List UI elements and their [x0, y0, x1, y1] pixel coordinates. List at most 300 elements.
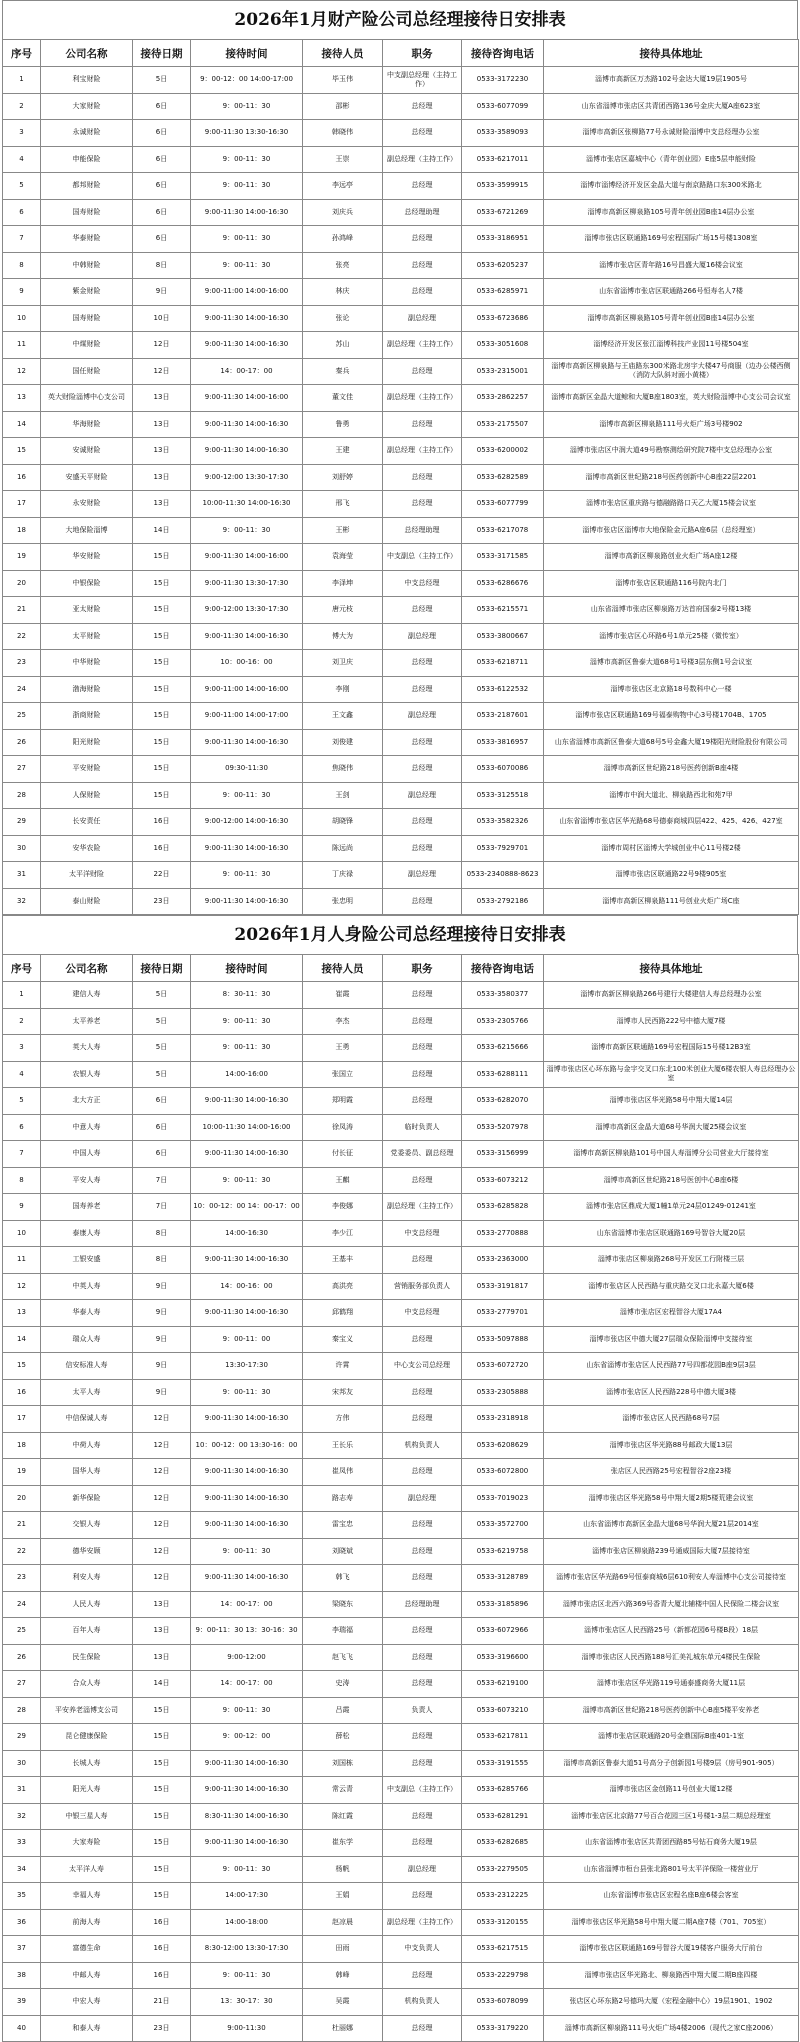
cell-time: 9:00-11:30 14:00-16:30 — [191, 835, 303, 862]
cell-time: 9：00-11：30 — [191, 1167, 303, 1194]
cell-phone: 0533-3185896 — [462, 1591, 544, 1618]
cell-company: 建信人寿 — [41, 982, 133, 1009]
cell-staff: 刘舒婷 — [303, 464, 383, 491]
cell-index: 27 — [3, 1671, 41, 1698]
cell-phone: 0533-6215666 — [462, 1035, 544, 1062]
cell-phone: 0533-3589093 — [462, 120, 544, 147]
cell-date: 16日 — [133, 1962, 191, 1989]
cell-phone: 0533-3172230 — [462, 67, 544, 94]
cell-phone: 0533-6072966 — [462, 1618, 544, 1645]
cell-address: 淄博市高新区鲁泰大道68号1号楼3层东侧1号会议室 — [544, 650, 799, 677]
cell-date: 9日 — [133, 1273, 191, 1300]
cell-phone: 0533-6217078 — [462, 517, 544, 544]
cell-staff: 许霄 — [303, 1353, 383, 1380]
cell-time: 9：00-12：00 14:00-17:00 — [191, 67, 303, 94]
cell-company: 中意人寿 — [41, 1114, 133, 1141]
property-insurance-table — [2, 39, 799, 915]
table-row — [3, 1061, 799, 1088]
cell-address: 淄博市高新区柳泉路105号青年创业园B座14层办公室 — [544, 305, 799, 332]
cell-address: 淄博市高新区张柳路77号永诚财险淄博中支总经理办公室 — [544, 120, 799, 147]
cell-address: 淄博市张店区中润大道49号勘察测绘研究院7楼中支总经理办公室 — [544, 438, 799, 465]
cell-position: 副总经理 — [383, 1485, 462, 1512]
cell-staff: 郑明霞 — [303, 1088, 383, 1115]
cell-staff: 王崇 — [303, 146, 383, 173]
cell-address: 山东省淄博市张店区柳泉路万达首府国泰2号楼13楼 — [544, 597, 799, 624]
table-row — [3, 1247, 799, 1274]
table-row — [3, 570, 799, 597]
cell-company: 瑞众人寿 — [41, 1326, 133, 1353]
cell-address: 淄博市高新区世纪路218号医药创新B座4楼 — [544, 756, 799, 783]
cell-date: 15日 — [133, 1697, 191, 1724]
cell-time: 9:00-11:30 14:00-16:30 — [191, 1565, 303, 1592]
cell-company: 中宏人寿 — [41, 1989, 133, 2016]
cell-company: 中煤财险 — [41, 332, 133, 359]
cell-time: 9:00-11:30 14:00-16:30 — [191, 1300, 303, 1327]
cell-index: 2 — [3, 93, 41, 120]
cell-position: 总经理 — [383, 1459, 462, 1486]
cell-position: 中支总经理 — [383, 1220, 462, 1247]
cell-address: 淄博市张店区人民西路228号中德大厦3楼 — [544, 1379, 799, 1406]
cell-staff: 薛松 — [303, 1724, 383, 1751]
cell-address: 淄博市张店区重庆路与德融路路口天乙大厦15楼会议室 — [544, 491, 799, 518]
table-row — [3, 1141, 799, 1168]
cell-time: 14：00-17：00 — [191, 1671, 303, 1698]
table-row — [3, 1803, 799, 1830]
cell-time: 13:30-17:30 — [191, 1353, 303, 1380]
cell-staff: 崔霞 — [303, 982, 383, 1009]
cell-index: 5 — [3, 173, 41, 200]
cell-index: 1 — [3, 67, 41, 94]
cell-company: 紫金财险 — [41, 279, 133, 306]
cell-company: 新华保险 — [41, 1485, 133, 1512]
table-row — [3, 1194, 799, 1221]
cell-time: 9：00-11：30 — [191, 1697, 303, 1724]
cell-address: 张店区心环东路2号德玛大厦（宏程金融中心）19层1901、1902 — [544, 1989, 799, 2016]
cell-position: 副总经理（主持工作） — [383, 438, 462, 465]
cell-company: 中韩财险 — [41, 252, 133, 279]
table-row — [3, 1618, 799, 1645]
cell-index: 27 — [3, 756, 41, 783]
cell-phone: 0533-6070086 — [462, 756, 544, 783]
cell-position: 副总经理（主持工作） — [383, 146, 462, 173]
cell-staff: 路志寿 — [303, 1485, 383, 1512]
cell-address: 山东省淄博市张店区华光路68号德泰商城四层422、425、426、427室 — [544, 809, 799, 836]
header-date: 接待日期 — [133, 40, 191, 67]
cell-staff: 崔东学 — [303, 1830, 383, 1857]
cell-date: 15日 — [133, 756, 191, 783]
table-row — [3, 1008, 799, 1035]
cell-date: 6日 — [133, 120, 191, 147]
cell-phone: 0533-5207978 — [462, 1114, 544, 1141]
table-row — [3, 2015, 799, 2042]
cell-position: 总经理 — [383, 1644, 462, 1671]
cell-index: 13 — [3, 385, 41, 412]
table-row — [3, 411, 799, 438]
cell-staff: 刘晓斌 — [303, 1538, 383, 1565]
cell-address: 淄博市高新区柳泉路与王庙路东300米路北房宇大楼47号商服（边办公楼西侧（消防大队斜对面小黄楼） — [544, 358, 799, 385]
cell-company: 安盛天平财险 — [41, 464, 133, 491]
cell-address: 山东省淄博市高新区鲁泰大道68号5号金鑫大厦19楼阳光财险股份有限公司 — [544, 729, 799, 756]
cell-date: 7日 — [133, 1194, 191, 1221]
cell-time: 8:30-12:00 13:30-17:30 — [191, 1936, 303, 1963]
table-row — [3, 862, 799, 889]
cell-index: 6 — [3, 199, 41, 226]
cell-position: 中支副总（主持工作） — [383, 1777, 462, 1804]
cell-address: 淄博市人民西路222号中德大厦7楼 — [544, 1008, 799, 1035]
cell-date: 6日 — [133, 199, 191, 226]
table-row — [3, 1088, 799, 1115]
cell-position: 负责人 — [383, 1697, 462, 1724]
cell-time: 9：00-11：30 — [191, 517, 303, 544]
cell-staff: 刘卫庆 — [303, 650, 383, 677]
cell-staff: 杜丽娜 — [303, 2015, 383, 2042]
cell-index: 3 — [3, 1035, 41, 1062]
cell-company: 阳光人寿 — [41, 1777, 133, 1804]
table-row — [3, 1936, 799, 1963]
cell-time: 8:30-11:30 14:00-16:30 — [191, 1803, 303, 1830]
table-row — [3, 1220, 799, 1247]
cell-phone: 0533-6219100 — [462, 1671, 544, 1698]
cell-date: 8日 — [133, 252, 191, 279]
cell-date: 16日 — [133, 1909, 191, 1936]
cell-phone: 0533-3191817 — [462, 1273, 544, 1300]
cell-address: 淄博市张店区人民西路188号汇美礼城东单元4楼民生保险 — [544, 1644, 799, 1671]
cell-time: 10：00-16：00 — [191, 650, 303, 677]
cell-date: 13日 — [133, 438, 191, 465]
cell-company: 渤海财险 — [41, 676, 133, 703]
table-row — [3, 1379, 799, 1406]
table-row — [3, 1485, 799, 1512]
cell-date: 12日 — [133, 1406, 191, 1433]
cell-address: 淄博市张店区华光路北、柳泉路西中翔大厦二期B座四楼 — [544, 1962, 799, 1989]
cell-address: 淄博市张店区心环路6号1单元25楼（微传室） — [544, 623, 799, 650]
cell-staff: 刘国栋 — [303, 1750, 383, 1777]
cell-phone: 0533-6286676 — [462, 570, 544, 597]
cell-phone: 0533-6072800 — [462, 1459, 544, 1486]
cell-time: 9:00-11:30 14:00-16:30 — [191, 1406, 303, 1433]
cell-time: 9：00-11：30 — [191, 1035, 303, 1062]
cell-phone: 0533-7929701 — [462, 835, 544, 862]
cell-company: 中国人寿 — [41, 1141, 133, 1168]
cell-staff: 胡晓锋 — [303, 809, 383, 836]
table-row — [3, 982, 799, 1009]
cell-phone: 0533-3171585 — [462, 544, 544, 571]
cell-position: 总经理 — [383, 358, 462, 385]
cell-date: 15日 — [133, 703, 191, 730]
cell-phone: 0533-6073210 — [462, 1697, 544, 1724]
cell-staff: 鲁勇 — [303, 411, 383, 438]
table-row — [3, 703, 799, 730]
cell-address: 淄博市高新区柳泉路266号建行大楼建信人寿总经理办公室 — [544, 982, 799, 1009]
cell-date: 12日 — [133, 1512, 191, 1539]
cell-staff: 崔凤伟 — [303, 1459, 383, 1486]
table-row — [3, 1909, 799, 1936]
cell-company: 长安责任 — [41, 809, 133, 836]
cell-index: 8 — [3, 1167, 41, 1194]
cell-phone: 0533-6200002 — [462, 438, 544, 465]
cell-time: 9:00-11:00 14:00-17:00 — [191, 703, 303, 730]
cell-date: 12日 — [133, 1485, 191, 1512]
cell-company: 永安财险 — [41, 491, 133, 518]
cell-time: 14:00-17:30 — [191, 1883, 303, 1910]
table-row — [3, 1724, 799, 1751]
cell-company: 前海人寿 — [41, 1909, 133, 1936]
cell-index: 22 — [3, 1538, 41, 1565]
cell-phone: 0533-3179220 — [462, 2015, 544, 2042]
cell-date: 13日 — [133, 1644, 191, 1671]
cell-address: 淄博市高新区世纪路218号医药创新中心B座5楼平安养老 — [544, 1697, 799, 1724]
cell-phone: 0533-2318918 — [462, 1406, 544, 1433]
cell-staff: 邢飞 — [303, 491, 383, 518]
cell-index: 19 — [3, 1459, 41, 1486]
cell-phone: 0533-6281291 — [462, 1803, 544, 1830]
cell-phone: 0533-6217811 — [462, 1724, 544, 1751]
cell-time: 9:00-11:30 14:00-16:30 — [191, 305, 303, 332]
cell-staff: 吴霞 — [303, 1989, 383, 2016]
table-row — [3, 385, 799, 412]
cell-phone: 0533-3572700 — [462, 1512, 544, 1539]
cell-date: 15日 — [133, 570, 191, 597]
cell-date: 6日 — [133, 1114, 191, 1141]
cell-position: 党委委员、副总经理 — [383, 1141, 462, 1168]
cell-address: 淄博市张店区北西六路369号香青大厦北辅楼中国人民保险二楼会议室 — [544, 1591, 799, 1618]
cell-position: 总经理 — [383, 1379, 462, 1406]
cell-phone: 0533-6217515 — [462, 1936, 544, 1963]
cell-address: 淄博市张店区人民西路68号7层 — [544, 1406, 799, 1433]
cell-time: 14:00-18:00 — [191, 1909, 303, 1936]
cell-company: 华泰人寿 — [41, 1300, 133, 1327]
cell-position: 总经理 — [383, 1671, 462, 1698]
cell-phone: 0533-3186951 — [462, 226, 544, 253]
cell-position: 总经理助理 — [383, 199, 462, 226]
cell-position: 总经理 — [383, 888, 462, 915]
cell-time: 9:00-11:30 14:00-16:30 — [191, 332, 303, 359]
header-company: 公司名称 — [41, 955, 133, 982]
cell-address: 淄博市张店区联通路169号福泰购物中心3号楼1704B、1705 — [544, 703, 799, 730]
cell-date: 15日 — [133, 676, 191, 703]
cell-index: 9 — [3, 1194, 41, 1221]
cell-index: 8 — [3, 252, 41, 279]
table-row — [3, 835, 799, 862]
cell-date: 13日 — [133, 385, 191, 412]
cell-company: 昆仑健康保险 — [41, 1724, 133, 1751]
cell-address: 淄博市张店区华光路58号中翔大厦二期A座7楼（701、705室） — [544, 1909, 799, 1936]
cell-phone: 0533-2305766 — [462, 1008, 544, 1035]
cell-staff: 邱鹤翔 — [303, 1300, 383, 1327]
header-index: 序号 — [3, 40, 41, 67]
cell-address: 淄博市张店区人民西路与重庆路交叉口北永嘉大厦6楼 — [544, 1273, 799, 1300]
header-time: 接待时间 — [191, 40, 303, 67]
table-row — [3, 809, 799, 836]
cell-staff: 田雨 — [303, 1936, 383, 1963]
header-address: 接待具体地址 — [544, 955, 799, 982]
table-row — [3, 544, 799, 571]
cell-company: 中华财险 — [41, 650, 133, 677]
cell-address: 淄博市张店区中德大厦27层瑞众保险淄博中支接待室 — [544, 1326, 799, 1353]
cell-address: 淄博市张店区宏程智谷大厦17A4 — [544, 1300, 799, 1327]
cell-staff: 张忠明 — [303, 888, 383, 915]
cell-company: 安诚财险 — [41, 438, 133, 465]
cell-position: 总经理 — [383, 676, 462, 703]
cell-staff: 杨帆 — [303, 1856, 383, 1883]
cell-company: 亚太财险 — [41, 597, 133, 624]
cell-staff: 徐凤涛 — [303, 1114, 383, 1141]
cell-index: 7 — [3, 226, 41, 253]
cell-position: 中支总经理 — [383, 1300, 462, 1327]
table-row — [3, 491, 799, 518]
cell-phone: 0533-6282685 — [462, 1830, 544, 1857]
table-row — [3, 332, 799, 359]
cell-date: 15日 — [133, 597, 191, 624]
cell-phone: 0533-2770888 — [462, 1220, 544, 1247]
cell-index: 31 — [3, 862, 41, 889]
cell-address: 淄博市张店区联通路169号宏程国际广场15号楼1308室 — [544, 226, 799, 253]
cell-phone: 0533-2363000 — [462, 1247, 544, 1274]
table-row — [3, 1777, 799, 1804]
table-row — [3, 1114, 799, 1141]
cell-date: 15日 — [133, 1750, 191, 1777]
cell-position: 总经理 — [383, 835, 462, 862]
cell-address: 山东省淄博市张店区共青团西路85号钻石商务大厦19层 — [544, 1830, 799, 1857]
cell-address: 淄博市张店区联通路116号院内北门 — [544, 570, 799, 597]
cell-company: 农银人寿 — [41, 1061, 133, 1088]
cell-position: 副总经理 — [383, 703, 462, 730]
cell-date: 12日 — [133, 1538, 191, 1565]
cell-phone: 0533-3800667 — [462, 623, 544, 650]
cell-phone: 0533-6285971 — [462, 279, 544, 306]
cell-staff: 王麒 — [303, 1167, 383, 1194]
cell-staff: 吕霞 — [303, 1697, 383, 1724]
cell-staff: 李少江 — [303, 1220, 383, 1247]
cell-index: 12 — [3, 358, 41, 385]
cell-phone: 0533-6078099 — [462, 1989, 544, 2016]
cell-time: 9:00-11:00 14:00-16:00 — [191, 279, 303, 306]
cell-time: 9:00-11:30 14:00-16:30 — [191, 1830, 303, 1857]
cell-staff: 刘俊建 — [303, 729, 383, 756]
table-row — [3, 173, 799, 200]
cell-index: 18 — [3, 517, 41, 544]
cell-position: 总经理 — [383, 464, 462, 491]
cell-staff: 陈远尚 — [303, 835, 383, 862]
cell-index: 33 — [3, 1830, 41, 1857]
cell-company: 太平财险 — [41, 623, 133, 650]
cell-date: 12日 — [133, 358, 191, 385]
cell-time: 9:00-11:30 14:00-16:30 — [191, 623, 303, 650]
table-row — [3, 650, 799, 677]
cell-staff: 刘庆兵 — [303, 199, 383, 226]
cell-address: 淄博市中润大道北、柳泉路西北和苑7甲 — [544, 782, 799, 809]
cell-company: 平安养老淄博支公司 — [41, 1697, 133, 1724]
cell-phone: 0533-3816957 — [462, 729, 544, 756]
cell-date: 15日 — [133, 729, 191, 756]
cell-phone: 0533-3191555 — [462, 1750, 544, 1777]
cell-staff: 王建 — [303, 438, 383, 465]
cell-time: 9:00-11:30 14:00-16:30 — [191, 1247, 303, 1274]
cell-time: 9：00-11：30 — [191, 252, 303, 279]
cell-phone: 0533-2312225 — [462, 1883, 544, 1910]
cell-position: 总经理 — [383, 1565, 462, 1592]
cell-staff: 高洪亮 — [303, 1273, 383, 1300]
table-row — [3, 438, 799, 465]
cell-index: 5 — [3, 1088, 41, 1115]
cell-index: 11 — [3, 332, 41, 359]
cell-date: 5日 — [133, 1035, 191, 1062]
cell-company: 都邦财险 — [41, 173, 133, 200]
cell-time: 9:00-12:00 13:30-17:30 — [191, 464, 303, 491]
table-row — [3, 120, 799, 147]
cell-position: 总经理 — [383, 1088, 462, 1115]
cell-phone: 0533-6122532 — [462, 676, 544, 703]
cell-address: 淄博市张店区鼎成大厦1幢1单元24层01249-01241室 — [544, 1194, 799, 1221]
cell-address: 淄博市高新区柳泉路111号创业火炬广场C座 — [544, 888, 799, 915]
cell-position: 总经理 — [383, 1326, 462, 1353]
cell-time: 9:00-11:30 14:00-16:00 — [191, 385, 303, 412]
cell-address: 淄博市周村区淄博大学城创业中心11号楼2楼 — [544, 835, 799, 862]
cell-time: 9:00-11:30 14:00-16:30 — [191, 1485, 303, 1512]
cell-company: 富德生命 — [41, 1936, 133, 1963]
cell-time: 9：00-11：30 — [191, 173, 303, 200]
cell-time: 9:00-11:30 14:00-16:30 — [191, 1088, 303, 1115]
cell-company: 国寿养老 — [41, 1194, 133, 1221]
cell-date: 16日 — [133, 1936, 191, 1963]
cell-company: 英大财险淄博中心支公司 — [41, 385, 133, 412]
table-row — [3, 1538, 799, 1565]
cell-company: 华海财险 — [41, 411, 133, 438]
cell-date: 15日 — [133, 544, 191, 571]
cell-date: 15日 — [133, 1856, 191, 1883]
cell-time: 8：30-11：30 — [191, 982, 303, 1009]
cell-time: 9：00-11：30 — [191, 1008, 303, 1035]
cell-position: 中支副总（主持工作） — [383, 544, 462, 571]
cell-index: 10 — [3, 1220, 41, 1247]
cell-time: 9：00-11：30 13：30-16：30 — [191, 1618, 303, 1645]
cell-index: 32 — [3, 1803, 41, 1830]
cell-position: 总经理 — [383, 1035, 462, 1062]
cell-company: 中荷人寿 — [41, 1432, 133, 1459]
table-row — [3, 1273, 799, 1300]
table-row — [3, 597, 799, 624]
cell-position: 中支总经理 — [383, 570, 462, 597]
cell-position: 营销服务部负责人 — [383, 1273, 462, 1300]
table-row — [3, 1406, 799, 1433]
cell-date: 23日 — [133, 2015, 191, 2042]
cell-staff: 秦兵 — [303, 358, 383, 385]
cell-time: 9:00-11:30 14:00-16:30 — [191, 438, 303, 465]
life-insurance-title: 2026年1月人身险公司总经理接待日安排表 — [2, 915, 798, 954]
cell-time: 9：00-11：30 — [191, 782, 303, 809]
cell-phone: 0533-3125518 — [462, 782, 544, 809]
table-row — [3, 93, 799, 120]
cell-phone: 0533-3599915 — [462, 173, 544, 200]
cell-address: 淄博市高新区万杰路102号金达大厦19层1905号 — [544, 67, 799, 94]
cell-index: 23 — [3, 1565, 41, 1592]
cell-staff: 孙鸿峰 — [303, 226, 383, 253]
cell-time: 9：00-11：30 — [191, 1962, 303, 1989]
cell-position: 机构负责人 — [383, 1989, 462, 2016]
header-index: 序号 — [3, 955, 41, 982]
cell-date: 13日 — [133, 1591, 191, 1618]
cell-date: 5日 — [133, 982, 191, 1009]
header-phone: 接待咨询电话 — [462, 955, 544, 982]
cell-position: 总经理 — [383, 1724, 462, 1751]
cell-index: 21 — [3, 1512, 41, 1539]
cell-company: 太平养老 — [41, 1008, 133, 1035]
cell-staff: 董文佳 — [303, 385, 383, 412]
cell-company: 中邮人寿 — [41, 1962, 133, 1989]
cell-address: 淄博市高新区柳泉路111号火炬广场4楼2006（现代之家C座2006） — [544, 2015, 799, 2042]
cell-address: 淄博市张店区人民西路25号（新都花园6号楼B段）18层 — [544, 1618, 799, 1645]
cell-position: 总经理 — [383, 1512, 462, 1539]
